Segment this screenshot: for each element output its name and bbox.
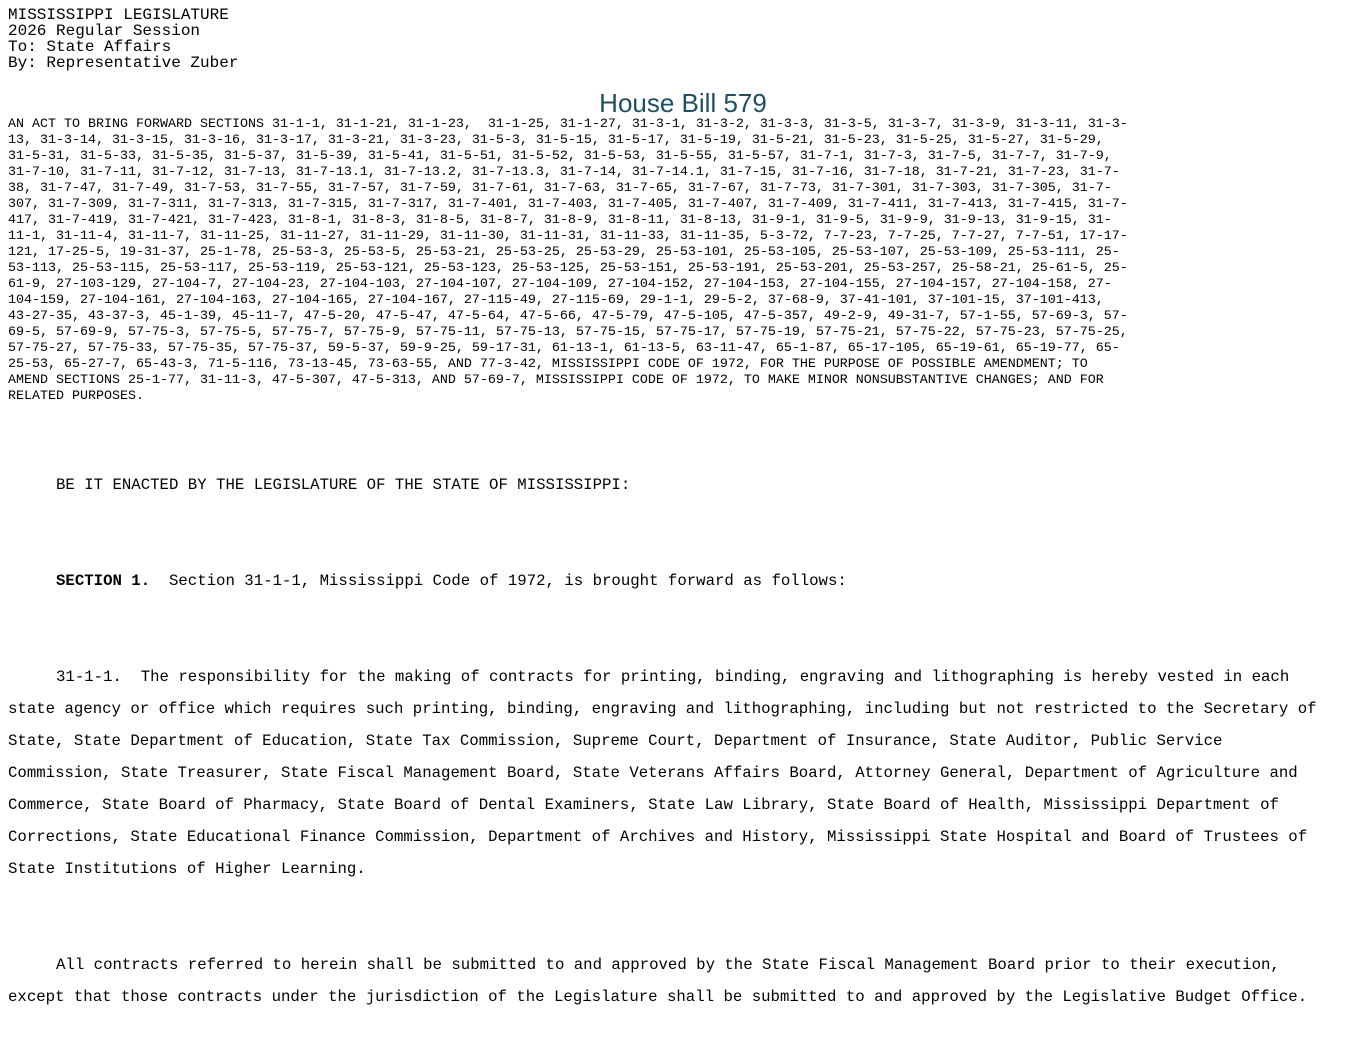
- paragraph-line: State, State Department of Education, State Tax Commission, Supreme Court, Department of Insurance, State Auditor, Public Service: [8, 732, 1223, 750]
- paragraph-line: State Institutions of Higher Learning.: [8, 860, 366, 878]
- act-title-line: 13, 31-3-14, 31-3-15, 31-3-16, 31-3-17, 31-3-21, 31-3-23, 31-5-3, 31-5-15, 31-5-17, 31-5-19, 31-5-21, 31-5-23, 31-5-25, 31-5-27, 31-5-29,: [8, 133, 1104, 148]
- act-title-line: RELATED PURPOSES.: [8, 389, 144, 404]
- paragraph-line: except that those contracts under the jurisdiction of the Legislature shall be submitted to and approved by the Legislative Budget Office.: [8, 988, 1308, 1006]
- sponsor: By: Representative Zuber: [8, 54, 239, 72]
- act-title-line: 31-5-31, 31-5-33, 31-5-35, 31-5-37, 31-5-39, 31-5-41, 31-5-51, 31-5-52, 31-5-53, 31-5-55, 31-5-57, 31-7-1, 31-7-3, 31-7-5, 31-7-7, 31-7-9,: [8, 149, 1112, 164]
- section-intro-text: Section 31-1-1, Mississippi Code of 1972, is brought forward as follows:: [150, 572, 847, 590]
- enacting-clause: BE IT ENACTED BY THE LEGISLATURE OF THE STATE OF MISSISSIPPI:: [56, 476, 631, 494]
- act-title-line: 53-113, 25-53-115, 25-53-117, 25-53-119, 25-53-121, 25-53-123, 25-53-125, 25-53-151, 25-53-191, 25-53-201, 25-53-257, 25-58-21, 25-61-5, 25-: [8, 261, 1128, 276]
- act-title-line: 43-27-35, 43-37-3, 45-1-39, 45-11-7, 47-5-20, 47-5-47, 47-5-64, 47-5-66, 47-5-79, 47-5-105, 47-5-357, 49-2-9, 49-31-7, 57-1-55, 57-69-3, 57-: [8, 309, 1128, 324]
- act-title-line: 121, 17-25-5, 19-31-37, 25-1-78, 25-53-3, 25-53-5, 25-53-21, 25-53-25, 25-53-29, 25-53-101, 25-53-105, 25-53-107, 25-53-109, 25-53-111, 25-: [8, 245, 1120, 260]
- act-title-line: 417, 31-7-419, 31-7-421, 31-7-423, 31-8-1, 31-8-3, 31-8-5, 31-8-7, 31-8-9, 31-8-11, 31-8-13, 31-9-1, 31-9-5, 31-9-9, 31-9-13, 31-9-15, 31-: [8, 213, 1112, 228]
- act-title-paragraph: [8, 117, 1128, 405]
- act-title-line: 307, 31-7-309, 31-7-311, 31-7-313, 31-7-315, 31-7-317, 31-7-401, 31-7-403, 31-7-405, 31-7-407, 31-7-409, 31-7-411, 31-7-413, 31-7-415, 31-7-: [8, 197, 1128, 212]
- paragraph-line: Commerce, State Board of Pharmacy, State Board of Dental Examiners, State Law Library, State Board of Health, Mississippi Department of: [8, 796, 1279, 814]
- act-title-line: 38, 31-7-47, 31-7-49, 31-7-53, 31-7-55, 31-7-57, 31-7-59, 31-7-61, 31-7-63, 31-7-65, 31-7-67, 31-7-73, 31-7-301, 31-7-303, 31-7-305, 31-7-: [8, 181, 1112, 196]
- bill-header: [8, 7, 238, 71]
- act-title-line: 104-159, 27-104-161, 27-104-163, 27-104-165, 27-104-167, 27-115-49, 27-115-69, 29-1-1, 29-5-2, 37-68-9, 37-41-101, 37-101-15, 37-101-413,: [8, 293, 1104, 308]
- act-title-line: 61-9, 27-103-129, 27-104-7, 27-104-23, 27-104-103, 27-104-107, 27-104-109, 27-104-152, 27-104-153, 27-104-155, 27-104-157, 27-104-158, 27-: [8, 277, 1112, 292]
- session: 2026 Regular Session: [8, 22, 201, 40]
- paragraph-line: Commission, State Treasurer, State Fiscal Management Board, State Veterans Affairs Board, Attorney General, Department of Agriculture and: [8, 764, 1298, 782]
- paragraph-line: All contracts referred to herein shall be submitted to and approved by the State Fiscal Management Board prior to their execution,: [56, 956, 1280, 974]
- bill-body: [8, 405, 1317, 1045]
- act-title-line: AN ACT TO BRING FORWARD SECTIONS 31-1-1, 31-1-21, 31-1-23, 31-1-25, 31-1-27, 31-3-1, 31-3-2, 31-3-3, 31-3-5, 31-3-7, 31-3-9, 31-3-11, 31-3-: [8, 117, 1128, 132]
- act-title-line: 31-7-10, 31-7-11, 31-7-12, 31-7-13, 31-7-13.1, 31-7-13.2, 31-7-13.3, 31-7-14, 31-7-14.1, 31-7-15, 31-7-16, 31-7-18, 31-7-21, 31-7-23, 31-7-: [8, 165, 1120, 180]
- section-1-intro: [8, 565, 1317, 597]
- paragraph-line: state agency or office which requires such printing, binding, engraving and lithographing, including but not restricted to the Secretary of: [8, 700, 1317, 718]
- section-paragraph-1: [8, 661, 1317, 885]
- section-heading: SECTION 1.: [56, 572, 151, 590]
- section-paragraph-2: [8, 949, 1317, 1013]
- legislature-name: MISSISSIPPI LEGISLATURE: [8, 6, 229, 24]
- paragraph-line: 31-1-1. The responsibility for the making of contracts for printing, binding, engraving and lithographing is hereby vested in each: [56, 668, 1290, 686]
- act-title-line: 11-1, 31-11-4, 31-11-7, 31-11-25, 31-11-27, 31-11-29, 31-11-30, 31-11-31, 31-11-33, 31-11-35, 5-3-72, 7-7-23, 7-7-25, 7-7-27, 7-7-51, 17-17-: [8, 229, 1128, 244]
- act-title-line: AMEND SECTIONS 25-1-77, 31-11-3, 47-5-307, 47-5-313, AND 57-69-7, MISSISSIPPI CODE OF 1972, TO MAKE MINOR NONSUBSTANTIVE CHANGES; AND FOR: [8, 373, 1104, 388]
- paragraph-line: Corrections, State Educational Finance Commission, Department of Archives and History, Mississippi State Hospital and Board of Trustees of: [8, 828, 1308, 846]
- bill-title: House Bill 579: [599, 88, 767, 118]
- act-title-line: 69-5, 57-69-9, 57-75-3, 57-75-5, 57-75-7, 57-75-9, 57-75-11, 57-75-13, 57-75-15, 57-75-17, 57-75-19, 57-75-21, 57-75-22, 57-75-23, 57-75-25,: [8, 325, 1128, 340]
- act-title-line: 57-75-27, 57-75-33, 57-75-35, 57-75-37, 59-5-37, 59-9-25, 59-17-31, 61-13-1, 61-13-5, 63-11-47, 65-1-87, 65-17-105, 65-19-61, 65-19-77, 65-: [8, 341, 1120, 356]
- act-title-line: 25-53, 65-27-7, 65-43-3, 71-5-116, 73-13-45, 73-63-55, AND 77-3-42, MISSISSIPPI CODE OF 1972, FOR THE PURPOSE OF POSSIBLE AMENDMENT; TO: [8, 357, 1088, 372]
- committee: To: State Affairs: [8, 38, 172, 56]
